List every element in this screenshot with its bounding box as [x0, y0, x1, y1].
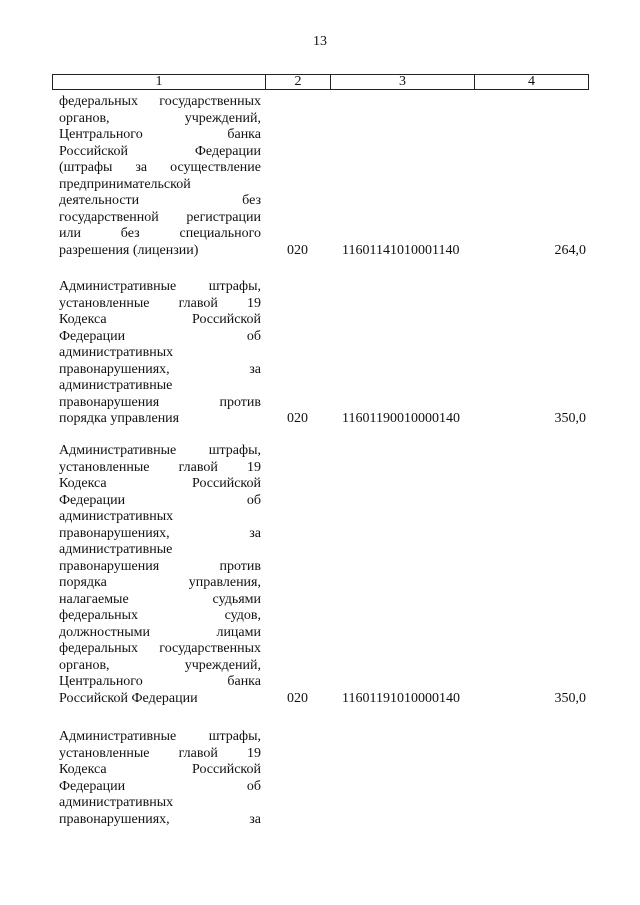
description-line: или без специального [59, 226, 261, 241]
description-line: административные [59, 542, 173, 557]
row-description [59, 94, 261, 259]
description-line: органов, учреждений, [59, 110, 261, 126]
description-line: правонарушениях, за [59, 361, 261, 377]
description-line: правонарушения против [59, 394, 261, 410]
description-line: административные [59, 378, 173, 393]
description-line: (штрафы за осуществление [59, 160, 261, 175]
description-line: деятельности без [59, 193, 261, 208]
description-line: Федерации об [59, 328, 261, 344]
description-line: административных [59, 795, 174, 810]
description-line: установленные главой 19 [59, 745, 261, 761]
description-line: федеральных судов, [59, 608, 261, 623]
description-line: Кодекса Российской [59, 762, 261, 777]
description-line: установленные главой 19 [59, 459, 261, 475]
row-description [59, 729, 261, 828]
row-admin-code: 020 [287, 411, 308, 426]
description-line: правонарушениях, за [59, 811, 261, 827]
description-line: установленные главой 19 [59, 295, 261, 311]
description-line: Федерации об [59, 778, 261, 794]
row-admin-code: 020 [287, 242, 308, 258]
header-col-4: 4 [528, 74, 535, 89]
description-line: Центрального банка [59, 127, 261, 142]
description-line: Кодекса Российской [59, 312, 261, 327]
description-line: Административные штрафы, [59, 279, 261, 294]
description-line: Кодекса Российской [59, 476, 261, 491]
description-line: порядка управления, [59, 575, 261, 590]
description-line: разрешения (лицензии) [59, 242, 199, 258]
description-line: Административные штрафы, [59, 443, 261, 458]
description-line: порядка управления [59, 411, 180, 426]
description-line: федеральных государственных [59, 641, 261, 656]
description-line: Центрального банка [59, 674, 261, 689]
description-line: Административные штрафы, [59, 729, 261, 744]
row-amount: 350,0 [554, 411, 586, 426]
page-number: 13 [313, 34, 327, 49]
description-line: правонарушения против [59, 558, 261, 574]
description-line: должностными лицами [59, 624, 261, 640]
row-amount: 264,0 [554, 242, 586, 258]
description-line: Федерации об [59, 492, 261, 508]
header-col-2: 2 [266, 75, 331, 89]
description-line: государственной регистрации [59, 209, 261, 225]
row-admin-code: 020 [287, 690, 308, 706]
description-line: административных [59, 509, 174, 524]
description-line: Российской Федерации [59, 690, 198, 706]
row-description [59, 443, 261, 707]
table-header [52, 74, 589, 90]
description-line: правонарушениях, за [59, 525, 261, 541]
description-line: налагаемые судьями [59, 591, 261, 607]
row-description [59, 279, 261, 428]
description-line: органов, учреждений, [59, 657, 261, 673]
description-line: предпринимательской [59, 176, 191, 192]
header-col-3: 3 [331, 75, 475, 89]
row-kbk-code: 11601190010000140 [342, 411, 460, 426]
row-amount: 350,0 [554, 690, 586, 706]
header-col-1: 1 [53, 75, 266, 89]
row-kbk-code: 11601141010001140 [342, 242, 460, 258]
description-line: Российской Федерации [59, 143, 261, 159]
description-line: федеральных государственных [59, 94, 261, 109]
description-line: административных [59, 345, 174, 360]
row-kbk-code: 11601191010000140 [342, 690, 460, 706]
